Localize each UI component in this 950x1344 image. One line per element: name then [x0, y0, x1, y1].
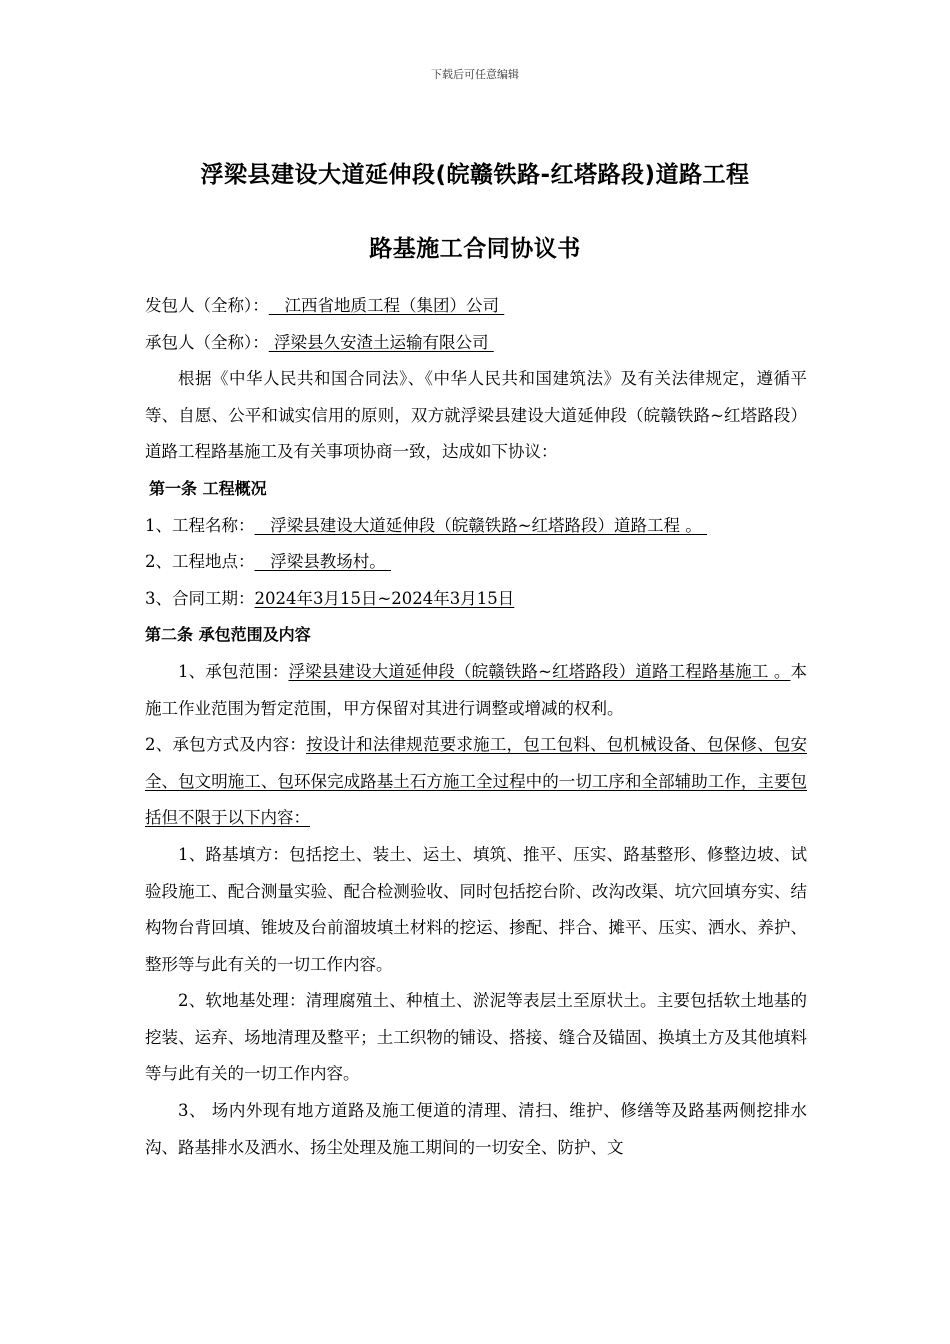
contract-period-line	[145, 581, 807, 618]
party-b-line	[145, 325, 807, 362]
article-1-heading: 第一条 工程概况	[149, 478, 267, 498]
document-title-line-1: 浮梁县建设大道延伸段(皖赣铁路-红塔路段)道路工程	[200, 162, 750, 188]
method-value: 按设计和法律规范要求施工，包工包料、包机械设备、包保修、包安全、包文明施工、包环保完成路基土石方施工全过程中的一切工序和全部辅助工作，主要包括但不限于以下内容：	[145, 735, 808, 828]
method-paragraph	[145, 727, 807, 837]
site-roads-paragraph: 3、 场内外现有地方道路及施工便道的清理、清扫、维护、修缮等及路基两侧挖排水沟、路基排水及洒水、扬尘处理及施工期间的一切安全、防护、文	[145, 1101, 807, 1157]
contract-period-value: 2024年3月15日~2024年3月15日	[254, 588, 515, 608]
contract-period-label: 3、合同工期：	[145, 588, 255, 608]
subgrade-fill-paragraph: 1、路基填方：包括挖土、装土、运土、填筑、推平、压实、路基整形、修整边坡、试验段施工、配合测量实验、配合检测验收、同时包括挖台阶、改沟改渠、坑穴回填夯实、结构物台背回填、锥坡及台前溜坡填土材料的挖运、掺配、拌合、摊平、压实、洒水、养护、整形等与此有关的一切工作内容。	[145, 844, 807, 974]
scope-value: 浮梁县建设大道延伸段（皖赣铁路~红塔路段）道路工程路基施工 。	[288, 661, 791, 681]
project-location-label: 2、工程地点：	[145, 552, 255, 572]
contract-body	[145, 288, 807, 1166]
document-title-line-2: 路基施工合同协议书	[369, 236, 581, 262]
party-b-label: 承包人（全称）：	[145, 332, 269, 352]
party-a-line	[145, 288, 807, 325]
project-location-value: 浮梁县教场村。	[254, 552, 391, 572]
method-label: 2、承包方式及内容：	[145, 735, 307, 755]
party-b-value: 浮梁县久安渣土运输有限公司	[268, 332, 494, 352]
project-name-label: 1、工程名称：	[145, 515, 255, 535]
project-name-value: 浮梁县建设大道延伸段（皖赣铁路~红塔路段）道路工程 。	[254, 515, 708, 535]
soft-foundation-paragraph: 2、软地基处理：清理腐殖土、种植土、淤泥等表层土至原状土。主要包括软土地基的挖装、运弃、场地清理及整平；土工织物的铺设、搭接、缝合及锚固、换填土方及其他填料等与此有关的一切工作内容。	[145, 991, 807, 1084]
party-a-label: 发包人（全称）：	[145, 296, 269, 315]
project-name-line	[145, 508, 807, 545]
preamble-paragraph: 根据《中华人民共和国合同法》、《中华人民共和国建筑法》及有关法律规定，遵循平等、自愿、公平和诚实信用的原则，双方就浮梁县建设大道延伸段（皖赣铁路~红塔路段）道路工程路基施工及有关事项协商一致，达成如下协议：	[145, 369, 807, 462]
party-a-value: 江西省地质工程（集团）公司	[268, 296, 505, 315]
project-location-line	[145, 544, 807, 581]
scope-paragraph	[145, 654, 807, 727]
scope-rest: 本施工作业范围为暂定范围，甲方保留对其进行调整或增减的权利。	[145, 661, 807, 718]
scope-label: 1、承包范围：	[178, 661, 289, 681]
header-note: 下载后可任意编辑	[431, 68, 519, 81]
article-2-heading: 第二条 承包范围及内容	[145, 625, 311, 645]
